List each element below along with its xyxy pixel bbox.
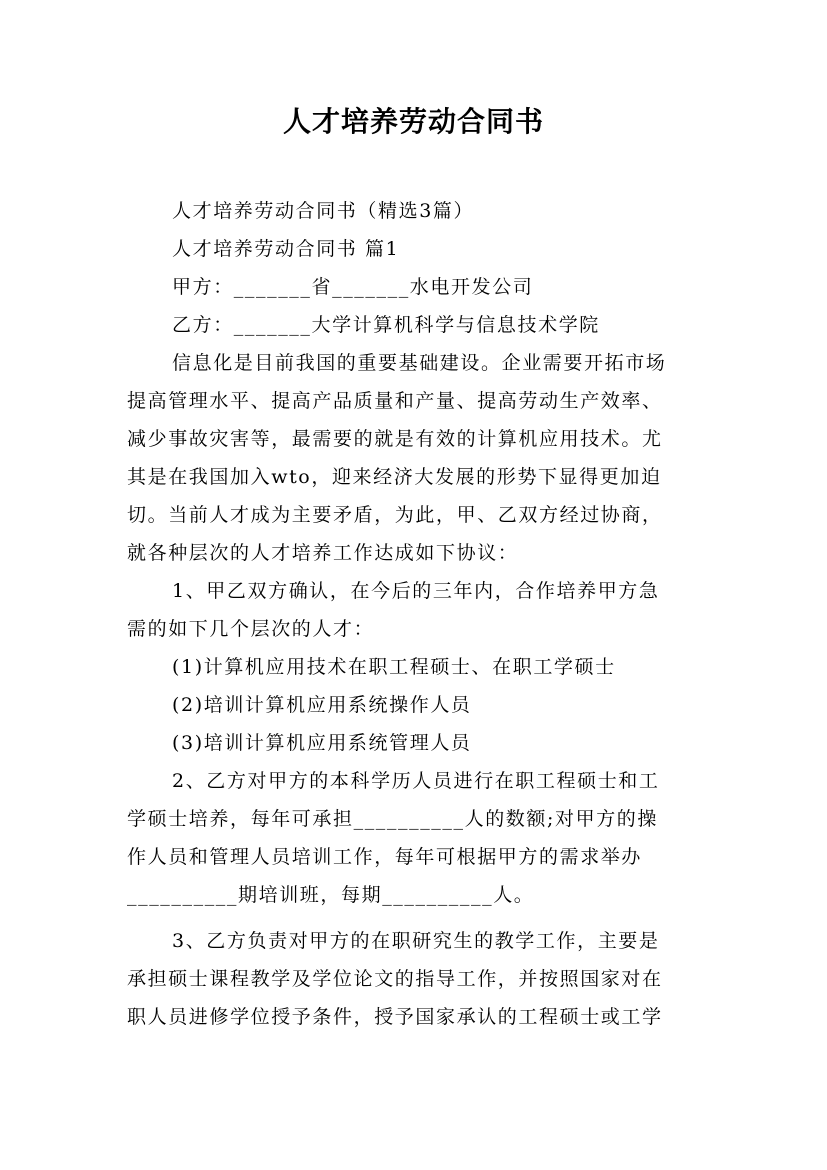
paragraph-line: 提高管理水平、提高产品质量和产量、提高劳动生产效率、: [127, 390, 663, 412]
clause-2-line: 作人员和管理人员培训工作，每年可根据甲方的需求举办: [127, 846, 643, 868]
paragraph-line: 信息化是目前我国的重要基础建设。企业需要开拓市场: [172, 352, 667, 374]
clause-1-line: 1、甲乙双方确认，在今后的三年内，合作培养甲方急: [172, 580, 660, 602]
paragraph-gap: [127, 914, 707, 922]
clause-3-line: 承担硕士课程教学及学位论文的指导工作，并按照国家对在: [127, 968, 663, 990]
subtitle-line: 人才培养劳动合同书（精选3篇）: [172, 200, 475, 222]
list-item: (1)计算机应用技术在职工程硕士、在职工学硕士: [172, 656, 616, 678]
clause-3-line: 职人员进修学位授予条件，授予国家承认的工程硕士或工学: [127, 1006, 663, 1028]
section-heading: 人才培养劳动合同书 篇1: [172, 238, 400, 260]
clause-1-line: 需的如下几个层次的人才：: [127, 618, 375, 640]
list-item: (3)培训计算机应用系统管理人员: [172, 732, 472, 754]
paragraph-line: 切。当前人才成为主要矛盾，为此，甲、乙双方经过协商，: [127, 504, 663, 526]
party-a-line: 甲方：_______省_______水电开发公司: [172, 276, 534, 298]
list-item: (2)培训计算机应用系统操作人员: [172, 694, 472, 716]
clause-2-line: __________期培训班，每期__________人。: [127, 884, 535, 906]
document-body: [127, 192, 707, 1036]
paragraph-line: 就各种层次的人才培养工作达成如下协议：: [127, 542, 519, 564]
clause-2-line: 学硕士培养，每年可承担__________人的数额;对甲方的操: [127, 808, 659, 830]
paragraph-line: 其是在我国加入wto，迎来经济大发展的形势下显得更加迫: [127, 466, 662, 488]
document-title: 人才培养劳动合同书: [282, 105, 544, 138]
party-b-line: 乙方：_______大学计算机科学与信息技术学院: [172, 314, 600, 336]
clause-3-line: 3、乙方负责对甲方的在职研究生的教学工作，主要是: [172, 930, 660, 952]
clause-2-line: 2、乙方对甲方的本科学历人员进行在职工程硕士和工: [172, 770, 660, 792]
paragraph-line: 减少事故灾害等，最需要的就是有效的计算机应用技术。尤: [127, 428, 663, 450]
